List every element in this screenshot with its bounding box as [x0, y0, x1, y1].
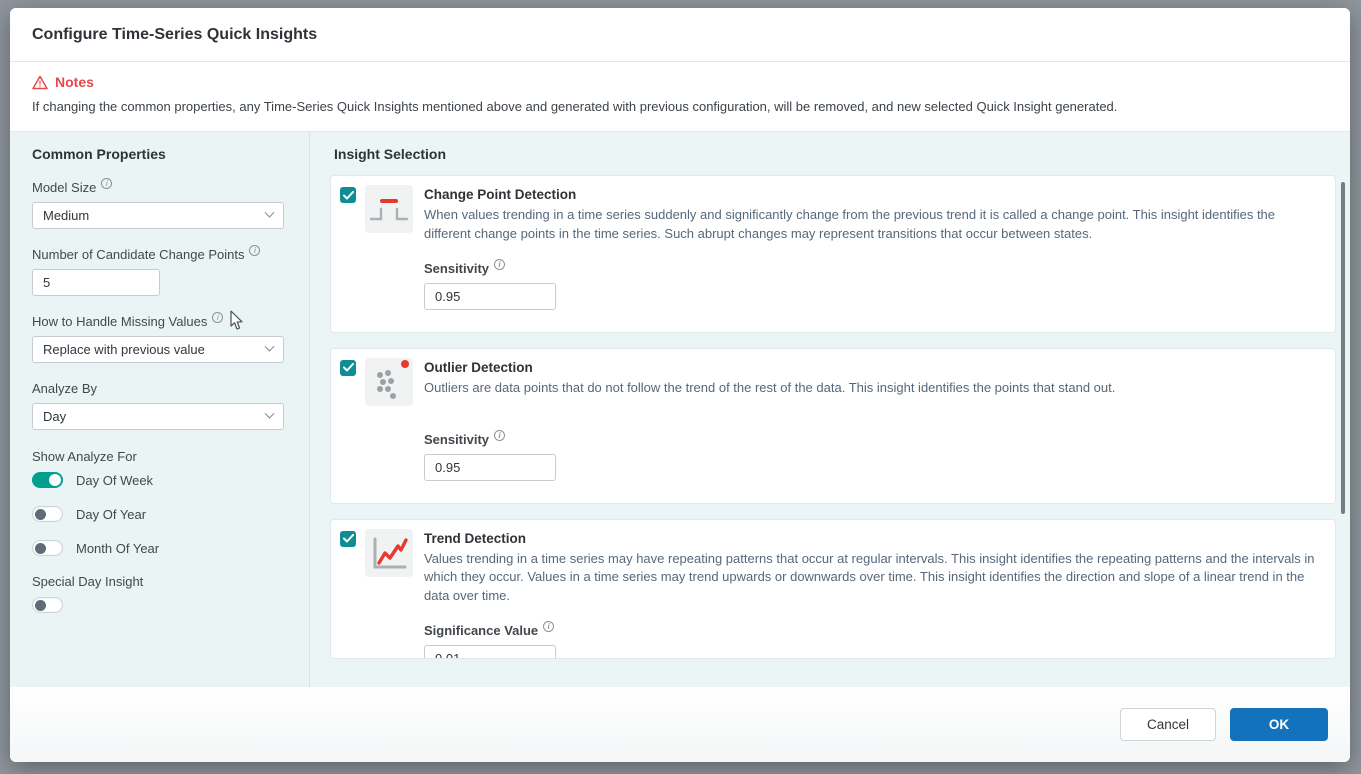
dialog-header — [10, 8, 1350, 62]
card-description: When values trending in a time series suddenly and significantly change from the previous trend it is called a change point. This insight identifies the different change points in the time series. Such abrupt changes may represent transitions that occur between states. — [424, 207, 1276, 241]
card-title: Outlier Detection — [424, 359, 533, 375]
month-of-year-toggle[interactable] — [32, 540, 63, 556]
show-analyze-for-label: Show Analyze For — [32, 449, 137, 464]
model-size-select[interactable]: Medium — [32, 202, 284, 229]
outlier-sensitivity-input[interactable] — [424, 454, 556, 481]
special-day-insight-label: Special Day Insight — [32, 574, 144, 589]
candidate-change-points-input[interactable] — [32, 269, 160, 296]
sensitivity-label: Sensitivity i — [424, 261, 1321, 276]
month-of-year-toggle-row: Month Of Year — [32, 540, 287, 556]
dialog-footer — [10, 687, 1350, 762]
info-icon[interactable] — [249, 245, 260, 256]
info-icon[interactable] — [543, 621, 554, 632]
mouse-cursor — [230, 310, 246, 337]
special-day-insight-toggle[interactable] — [32, 597, 63, 613]
notes-section — [10, 62, 1350, 132]
dialog-title: Configure Time-Series Quick Insights — [32, 25, 318, 43]
change-point-checkbox[interactable] — [340, 187, 356, 203]
analyze-by-select[interactable]: Day — [32, 403, 284, 430]
day-of-week-toggle[interactable] — [32, 472, 63, 488]
configure-quick-insights-dialog — [10, 8, 1350, 762]
trend-checkbox[interactable] — [340, 531, 356, 547]
notes-title: Notes — [55, 74, 94, 90]
card-title: Trend Detection — [424, 530, 527, 546]
card-description: Values trending in a time series may have repeating patterns that occur at regular intervals. This insight identifies the repeating patterns and the intervals in which they occur. Values in a time series may trend upwards or downwards over time. This insight identifies the direction and slope of a linear trend in the data over time. — [424, 550, 1315, 604]
outlier-detection-card — [330, 348, 1336, 504]
trend-significance-input[interactable] — [424, 645, 556, 658]
insight-selection-panel — [310, 132, 1350, 687]
trend-detection-card — [330, 519, 1336, 659]
notes-body: If changing the common properties, any Time-Series Quick Insights mentioned above and generated with previous configuration, will be removed, and new selected Quick Insight generated. — [32, 99, 1118, 114]
outlier-checkbox[interactable] — [340, 360, 356, 376]
day-of-year-toggle-row: Day Of Year — [32, 506, 287, 522]
candidate-change-points-label: Number of Candidate Change Points i — [32, 247, 287, 262]
info-icon[interactable] — [494, 259, 505, 270]
common-properties-panel — [10, 132, 310, 687]
ok-button[interactable]: OK — [1230, 708, 1328, 741]
significance-value-label: Significance Value i — [424, 623, 1321, 638]
model-size-label: Model Size i — [32, 180, 287, 195]
trend-icon — [365, 529, 413, 577]
special-day-insight-toggle-row — [32, 597, 287, 613]
common-properties-heading: Common Properties — [32, 146, 166, 162]
dialog-content — [10, 132, 1350, 687]
chevron-down-icon — [265, 342, 275, 352]
day-of-week-toggle-row: Day Of Week — [32, 472, 287, 488]
day-of-year-toggle[interactable] — [32, 506, 63, 522]
insight-selection-heading: Insight Selection — [334, 146, 447, 162]
change-point-icon — [365, 185, 413, 233]
outlier-icon — [365, 358, 413, 406]
warning-icon — [32, 75, 48, 90]
info-icon[interactable] — [212, 312, 223, 323]
card-title: Change Point Detection — [424, 187, 577, 202]
vertical-scrollbar[interactable] — [1341, 182, 1345, 514]
cancel-button[interactable]: Cancel — [1120, 708, 1216, 741]
missing-values-label: How to Handle Missing Values i — [32, 314, 287, 329]
info-icon[interactable] — [101, 178, 112, 189]
chevron-down-icon — [265, 409, 275, 419]
change-point-sensitivity-input[interactable] — [424, 283, 556, 310]
sensitivity-label: Sensitivity i — [424, 432, 1321, 447]
change-point-detection-card — [330, 175, 1336, 333]
missing-values-select[interactable]: Replace with previous value — [32, 336, 284, 363]
chevron-down-icon — [265, 208, 275, 218]
analyze-by-label: Analyze By — [32, 381, 98, 396]
info-icon[interactable] — [494, 430, 505, 441]
card-description: Outliers are data points that do not follow the trend of the rest of the data. This insight identifies the points that stand out. — [424, 379, 1116, 395]
